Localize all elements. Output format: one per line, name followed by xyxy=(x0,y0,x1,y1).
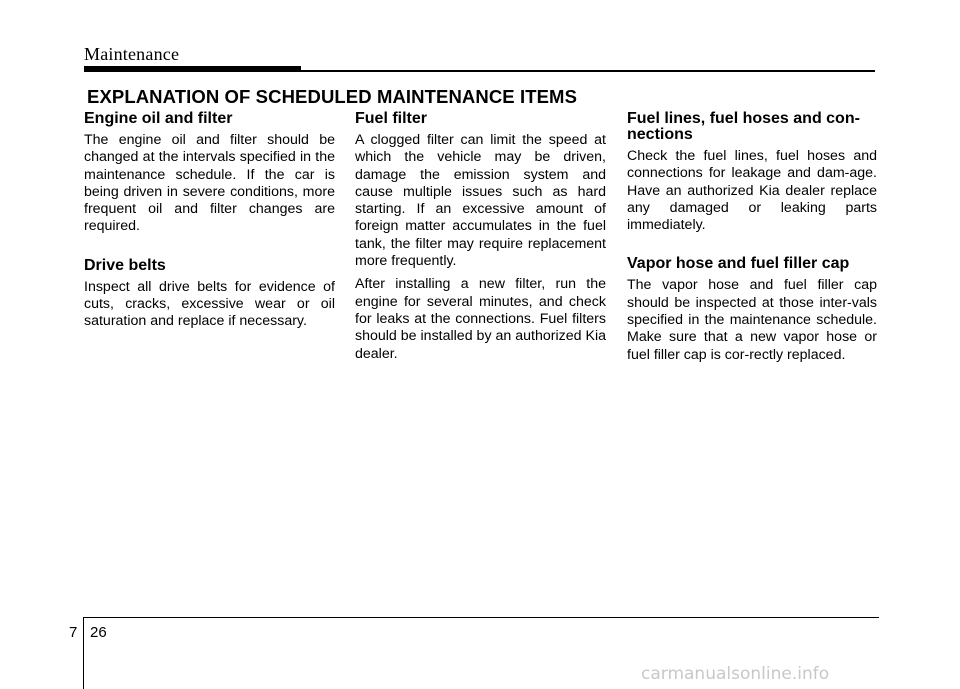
header-bar-thick xyxy=(84,66,301,72)
vapor-hose-heading: Vapor hose and fuel filler cap xyxy=(627,255,850,273)
fuel-filter-heading: Fuel filter xyxy=(355,110,428,127)
engine-oil-text: The engine oil and filter should be changed at the intervals specified in the maintenance schedule. If the car is being driven in severe conditions, more frequent oil and filter changes are required. xyxy=(84,132,335,235)
footer-vertical-rule xyxy=(83,617,84,689)
fuel-lines-text: Check the fuel lines, fuel hoses and connections for leakage and dam-age. Have an authorized Kia dealer replace any damaged or leaking parts immediately. xyxy=(627,148,877,234)
fuel-filter-text-1: A clogged filter can limit the speed at which the vehicle may be driven, damage the emission system and cause multiple issues such as hard starting. If an excessive amount of foreign matter accumulates in the fuel tank, the filter may require replacement more frequently. xyxy=(355,132,606,270)
watermark: carmanualsonline.info xyxy=(641,664,830,684)
fuel-filter-text-2: After installing a new filter, run the engine for several minutes, and check for leaks at the connections. Fuel filters should be installed by an authorized Kia dealer. xyxy=(355,276,606,362)
footer-horizontal-rule xyxy=(83,617,879,618)
column-2 xyxy=(355,111,606,369)
header-bar-thin xyxy=(301,70,875,72)
fuel-lines-heading: Fuel lines, fuel hoses and con-nections xyxy=(627,110,860,143)
drive-belts-text: Inspect all drive belts for evidence of cuts, cracks, excessive wear or oil saturation and replace if necessary. xyxy=(84,278,335,330)
chapter-number: 7 xyxy=(69,624,78,641)
column-1 xyxy=(84,111,335,337)
page-number: 26 xyxy=(90,624,107,641)
drive-belts-heading: Drive belts xyxy=(84,256,166,274)
column-3 xyxy=(627,111,877,370)
section-title: EXPLANATION OF SCHEDULED MAINTENANCE ITEMS xyxy=(87,86,578,107)
engine-oil-heading: Engine oil and filter xyxy=(84,110,233,127)
header-title: Maintenance xyxy=(84,44,180,64)
vapor-hose-text: The vapor hose and fuel filler cap should be inspected at those inter-vals specified in the maintenance schedule. Make sure that a new vapor hose or fuel filler cap is cor-rectly replaced. xyxy=(627,277,877,363)
